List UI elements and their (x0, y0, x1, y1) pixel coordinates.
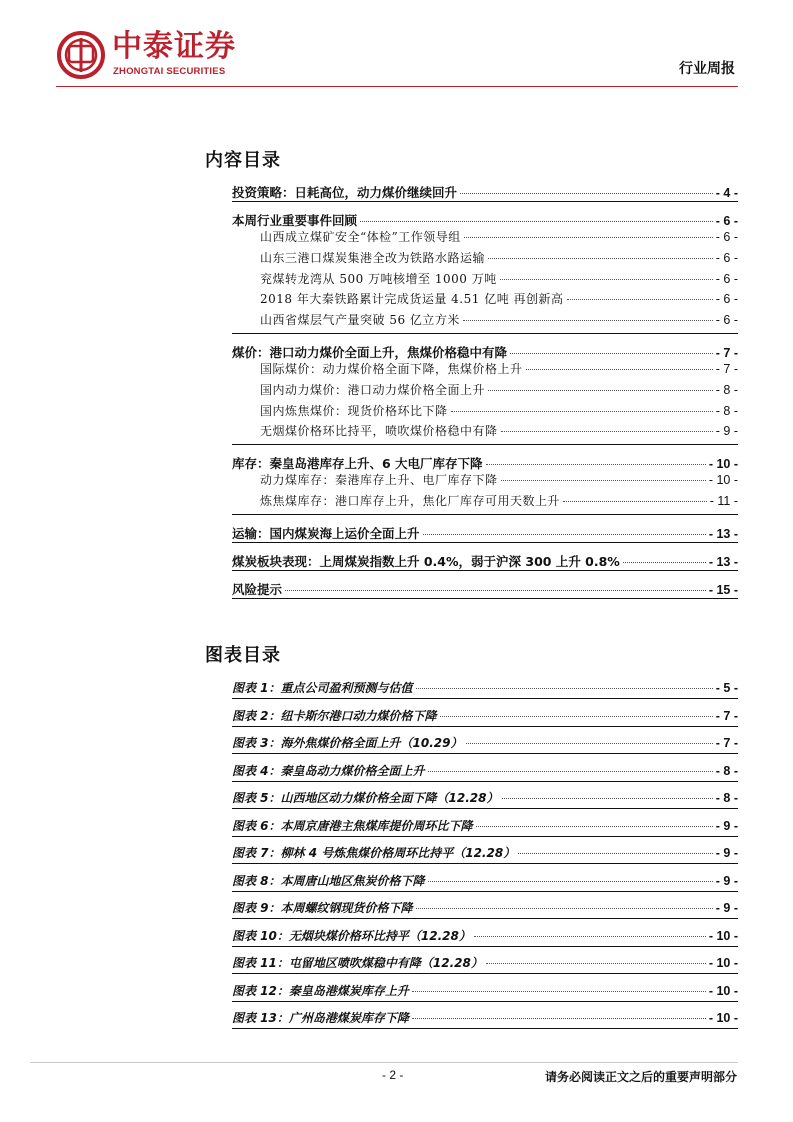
entry-label: 山东三港口煤炭集港全改为铁路水路运输 (260, 250, 486, 265)
entry-label: 库存：秦皇岛港库存上升、6 大电厂库存下降 (232, 456, 483, 472)
entry-label: 图表 8：本周唐山地区焦炭价格下降 (232, 873, 425, 888)
figures-list (232, 679, 738, 1037)
dot-leader (428, 881, 713, 882)
figure-entry[interactable] (232, 817, 738, 837)
entry-label: 国际煤价：动力煤价格全面下降，焦煤价格上升 (260, 361, 523, 376)
toc-subentry[interactable] (232, 228, 738, 249)
dot-leader (360, 221, 713, 222)
dot-leader (563, 501, 707, 502)
entry-label: 风险提示 (232, 581, 283, 597)
entry-page: - 11 - (709, 493, 738, 508)
entry-label: 兖煤转龙湾从 500 万吨核增至 1000 万吨 (260, 271, 497, 286)
report-type: 行业周报 (679, 61, 735, 77)
figure-entry[interactable] (232, 872, 738, 892)
toc-subentry[interactable] (232, 290, 738, 311)
group-rule (232, 201, 738, 202)
header-divider (56, 86, 738, 87)
entry-label: 山西省煤层气产量突破 56 亿立方米 (260, 313, 460, 328)
contents-title: 内容目录 (205, 150, 281, 171)
entry-page: - 5 - (715, 681, 738, 695)
entry-page: - 7 - (715, 361, 738, 376)
entry-page: - 9 - (715, 846, 738, 860)
logo-english-name: ZHONGTAI SECURITIES (113, 66, 226, 77)
toc-entry[interactable] (232, 454, 738, 471)
entry-label: 图表 5：山西地区动力煤价格全面下降（12.28） (232, 791, 499, 805)
dot-leader (423, 534, 706, 535)
toc-entry[interactable] (232, 183, 738, 200)
entry-label: 无烟煤价格环比持平，喷吹煤价格稳中有降 (260, 424, 498, 439)
group-rule (232, 570, 738, 571)
dot-leader (451, 411, 713, 412)
figure-entry[interactable] (232, 982, 738, 1002)
entry-label: 2018 年大秦铁路累计完成货运量 4.51 亿吨 再创新高 (260, 292, 564, 307)
entry-page: - 10 - (708, 928, 738, 943)
figure-entry[interactable] (232, 954, 738, 974)
entry-label: 运输：国内煤炭海上运价全面上升 (232, 525, 420, 541)
entry-label: 图表 3：海外焦煤价格全面上升（10.29） (232, 736, 463, 750)
figure-entry[interactable] (232, 734, 738, 754)
entry-label: 图表 11：屯留地区喷吹煤稳中有降（12.28） (232, 956, 483, 970)
entry-label: 动力煤库存：秦港库存上升、电厂库存下降 (260, 473, 498, 488)
entry-label: 图表 7：柳林 4 号炼焦煤价格周环比持平（12.28） (232, 846, 516, 860)
entry-page: - 10 - (708, 457, 738, 472)
dot-leader (464, 237, 713, 238)
entry-page: - 6 - (715, 214, 738, 228)
entry-label: 图表 1：重点公司盈利预测与估值 (232, 681, 413, 695)
toc-subentry[interactable] (232, 402, 738, 423)
figure-entry[interactable] (232, 789, 738, 809)
group-rule (232, 444, 738, 445)
entry-label: 图表 2：纽卡斯尔港口动力煤价格下降 (232, 708, 437, 723)
dot-leader (488, 390, 713, 391)
entry-page: - 10 - (708, 983, 738, 998)
figure-entry[interactable] (232, 679, 738, 699)
figure-entry[interactable] (232, 927, 738, 947)
toc-entry[interactable] (232, 211, 738, 228)
figure-entry[interactable] (232, 762, 738, 782)
entry-label: 国内动力煤价：港口动力煤价格全面上升 (260, 382, 486, 397)
entry-page: - 8 - (715, 763, 738, 778)
dot-leader (486, 464, 706, 465)
entry-page: - 9 - (715, 901, 738, 915)
dot-leader (500, 279, 713, 280)
entry-label: 投资策略：日耗高位，动力煤价继续回升 (232, 185, 458, 200)
toc-subentry[interactable] (232, 270, 738, 291)
dot-leader (412, 1018, 706, 1019)
dot-leader (412, 991, 706, 992)
entry-page: - 9 - (715, 424, 738, 439)
group-rule (232, 333, 738, 334)
entry-page: - 6 - (715, 271, 738, 286)
dot-leader (510, 353, 713, 354)
entry-page: - 9 - (715, 818, 738, 833)
toc-subentry[interactable] (232, 422, 738, 443)
dot-leader (476, 826, 713, 827)
entry-label: 图表 10：无烟块煤价格环比持平（12.28） (232, 928, 471, 943)
entry-page: - 6 - (715, 313, 738, 328)
page-number: - 2 - (382, 1068, 404, 1082)
group-rule (232, 514, 738, 515)
entry-page: - 8 - (715, 382, 738, 397)
entry-page: - 8 - (715, 403, 738, 418)
entry-page: - 15 - (708, 582, 738, 597)
dot-leader (518, 853, 713, 854)
dot-leader (428, 771, 713, 772)
figure-entry[interactable] (232, 899, 738, 919)
entry-page: - 6 - (715, 292, 738, 307)
dot-leader (460, 193, 713, 194)
disclaimer-note: 请务必阅读正文之后的重要声明部分 (544, 1070, 737, 1084)
dot-leader (526, 369, 713, 370)
entry-label: 山西成立煤矿安全“体检”工作领导组 (260, 230, 461, 244)
entry-label: 煤炭板块表现：上周煤炭指数上升 0.4%，弱于沪深 300 上升 0.8% (232, 553, 620, 569)
entry-page: - 4 - (715, 186, 738, 200)
footer-divider (30, 1062, 738, 1063)
dot-leader (416, 688, 713, 689)
dot-leader (416, 908, 713, 909)
logo-chinese-name: 中泰证券 (112, 29, 236, 64)
dot-leader (474, 936, 706, 937)
entry-page: - 7 - (715, 708, 738, 723)
dot-leader (488, 258, 713, 259)
toc-subentry[interactable] (232, 360, 738, 381)
toc-entry[interactable] (232, 580, 738, 597)
group-rule (232, 598, 738, 599)
dot-leader (567, 299, 713, 300)
entry-page: - 7 - (715, 345, 738, 360)
entry-page: - 9 - (715, 873, 738, 888)
dot-leader (623, 562, 706, 563)
figure-entry[interactable] (232, 844, 738, 864)
entry-label: 国内炼焦煤价：现货价格环比下降 (260, 403, 448, 418)
entry-label: 煤价：港口动力煤价全面上升，焦煤价格稳中有降 (232, 344, 508, 360)
entry-page: - 13 - (708, 554, 738, 569)
figure-entry[interactable] (232, 1009, 738, 1029)
company-logo (56, 28, 246, 78)
entry-label: 图表 6：本周京唐港主焦煤库提价周环比下降 (232, 818, 473, 833)
figures-title: 图表目录 (205, 645, 281, 666)
entry-page: - 10 - (708, 473, 738, 488)
contents-list (232, 183, 738, 599)
entry-page: - 10 - (708, 956, 738, 970)
toc-subentry[interactable] (232, 381, 738, 402)
dot-leader (486, 963, 706, 964)
toc-subentry[interactable] (232, 492, 738, 513)
toc-subentry[interactable] (232, 249, 738, 270)
entry-label: 图表 13：广州岛港煤炭库存下降 (232, 1011, 409, 1025)
entry-page: - 10 - (708, 1011, 738, 1025)
entry-page: - 8 - (715, 791, 738, 805)
entry-page: - 6 - (715, 250, 738, 265)
entry-label: 图表 9：本周螺纹钢现货价格下降 (232, 901, 413, 915)
dot-leader (285, 590, 706, 591)
logo-mark-icon (56, 30, 106, 80)
group-rule (232, 542, 738, 543)
dot-leader (466, 743, 713, 744)
dot-leader (502, 798, 713, 799)
entry-page: - 6 - (715, 230, 738, 244)
entry-page: - 7 - (715, 736, 738, 750)
dot-leader (440, 716, 713, 717)
page-header (0, 0, 793, 90)
toc-subentry[interactable] (232, 471, 738, 492)
entry-label: 炼焦煤库存：港口库存上升，焦化厂库存可用天数上升 (260, 493, 561, 508)
dot-leader (501, 480, 706, 481)
entry-label: 本周行业重要事件回顾 (232, 213, 358, 228)
entry-label: 图表 12：秦皇岛港煤炭库存上升 (232, 983, 409, 998)
toc-subentry[interactable] (232, 311, 738, 332)
toc-entry[interactable] (232, 552, 738, 569)
toc-entry[interactable] (232, 524, 738, 541)
dot-leader (463, 320, 713, 321)
entry-label: 图表 4：秦皇岛动力煤价格全面上升 (232, 763, 425, 778)
figure-entry[interactable] (232, 707, 738, 727)
toc-entry[interactable] (232, 343, 738, 360)
entry-page: - 13 - (708, 526, 738, 541)
dot-leader (501, 431, 713, 432)
